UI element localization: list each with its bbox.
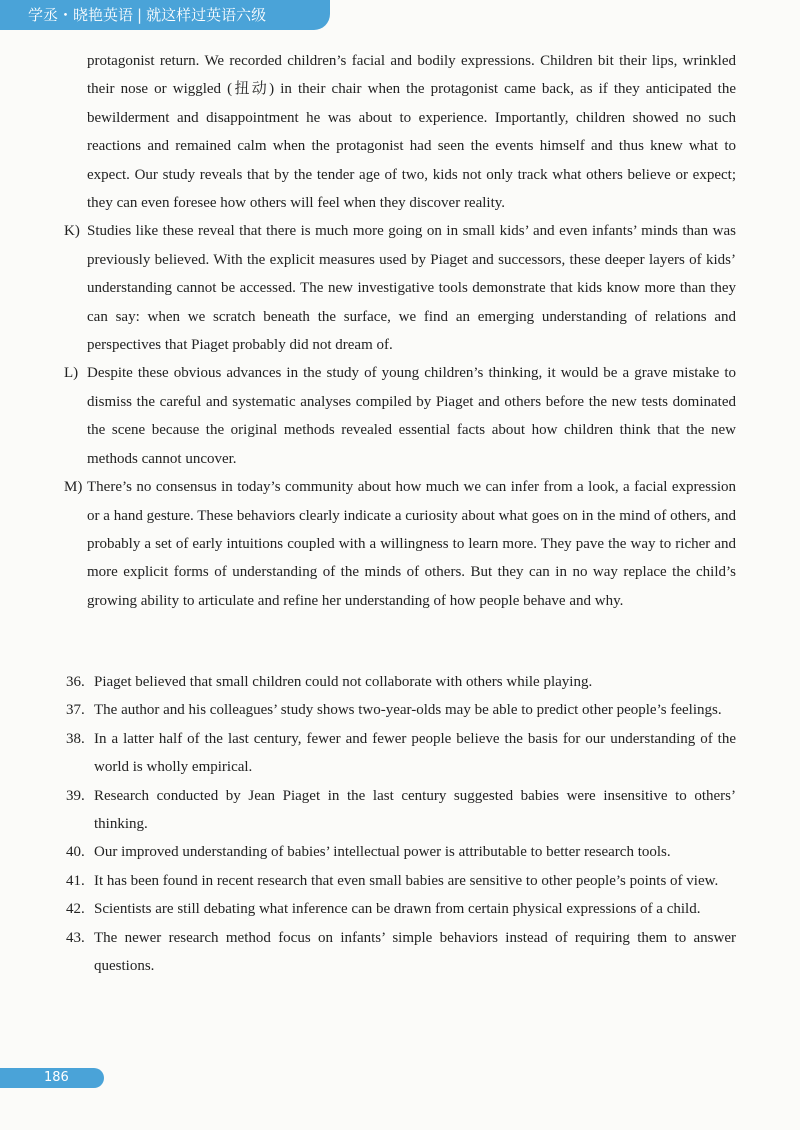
question-text: Scientists are still debating what inference can be drawn from certain physical expressions of a child. [94,901,701,918]
question-text: The author and his colleagues’ study shows two-year-olds may be able to predict other people’s feelings. [94,702,722,719]
question-list [66,668,736,980]
question-text: Piaget believed that small children could not collaborate with others while playing. [94,674,593,690]
question-number: 42. [66,901,85,918]
question-item [66,838,736,866]
paragraph-letter: M) [64,479,83,496]
question-number: 40. [66,844,85,861]
series-title: 学丞・晓艳英语 [28,6,134,24]
question-number: 37. [66,702,85,719]
paragraph-letter: K) [64,223,80,240]
question-item [66,924,736,981]
paragraph-l [64,359,736,473]
question-item [66,725,736,782]
question-text: The newer research method focus on infants’ simple behaviors instead of requiring them to answer questions. [94,929,736,975]
paragraph-k [64,217,736,359]
paragraph-text: Despite these obvious advances in the study of young children’s thinking, it would be a grave mistake to dismiss the careful and systematic analyses compiled by Piaget and others before the new tests dominated the scene because the original methods revealed essential facts about how children think that the new methods cannot uncover. [87,365,736,467]
question-number: 43. [66,929,85,946]
question-number: 38. [66,730,85,747]
question-number: 41. [66,872,85,889]
paragraph-m [64,473,736,615]
header-banner [0,0,330,30]
paragraph-text: There’s no consensus in today’s community about how much we can infer from a look, a facial expression or a hand gesture. These behaviors clearly indicate a curiosity about what goes on in the mind of others, and probably a set of early intuitions coupled with a willingness to learn more. They pave the way to richer and more explicit forms of understanding of the minds of others. But they can in no way replace the child’s growing ability to articulate and refine her understanding of how people behave and why. [87,479,736,609]
question-item [66,782,736,839]
question-text: It has been found in recent research that even small babies are sensitive to other people’s points of view. [94,872,719,889]
passage-continuation: protagonist return. We recorded children’s facial and bodily expressions. Children bit their lips, wrinkled their nose or wiggled (扭动) in their chair when the protagonist came back, as if they anticipated the bewilderment and disappointment he was about to experience. Importantly, children showed no such reactions and remained calm when the protagonist had seen the events himself and thus knew what to expect. Our study reveals that by the tender age of two, kids not only track what others believe or expect; they can even foresee how others will feel when they discover reality. [87,53,736,212]
question-number: 39. [66,787,85,804]
question-item [66,867,736,895]
paragraph-text: Studies like these reveal that there is much more going on in small kids’ and even infants’ minds than was previously believed. With the explicit measures used by Piaget and successors, these deeper layers of kids’ understanding cannot be accessed. The new investigative tools demonstrate that kids know more than they can say: when we scratch beneath the surface, we find an emerging understanding of relations and perspectives that Piaget probably did not dream of. [87,223,736,354]
passage [64,47,736,615]
question-text: Our improved understanding of babies’ intellectual power is attributable to better research tools. [94,844,671,861]
question-item [66,668,736,696]
question-item [66,696,736,724]
page-number: 186 [0,1068,104,1088]
question-item [66,895,736,923]
question-text: In a latter half of the last century, fewer and fewer people believe the basis for our understanding of the world is wholly empirical. [94,730,736,776]
question-text: Research conducted by Jean Piaget in the last century suggested babies were insensitive to others’ thinking. [94,787,736,833]
paragraph-letter: L) [64,365,79,382]
header-separator: | [137,6,143,24]
question-number: 36. [66,674,85,690]
book-title: 就这样过英语六级 [146,6,267,24]
